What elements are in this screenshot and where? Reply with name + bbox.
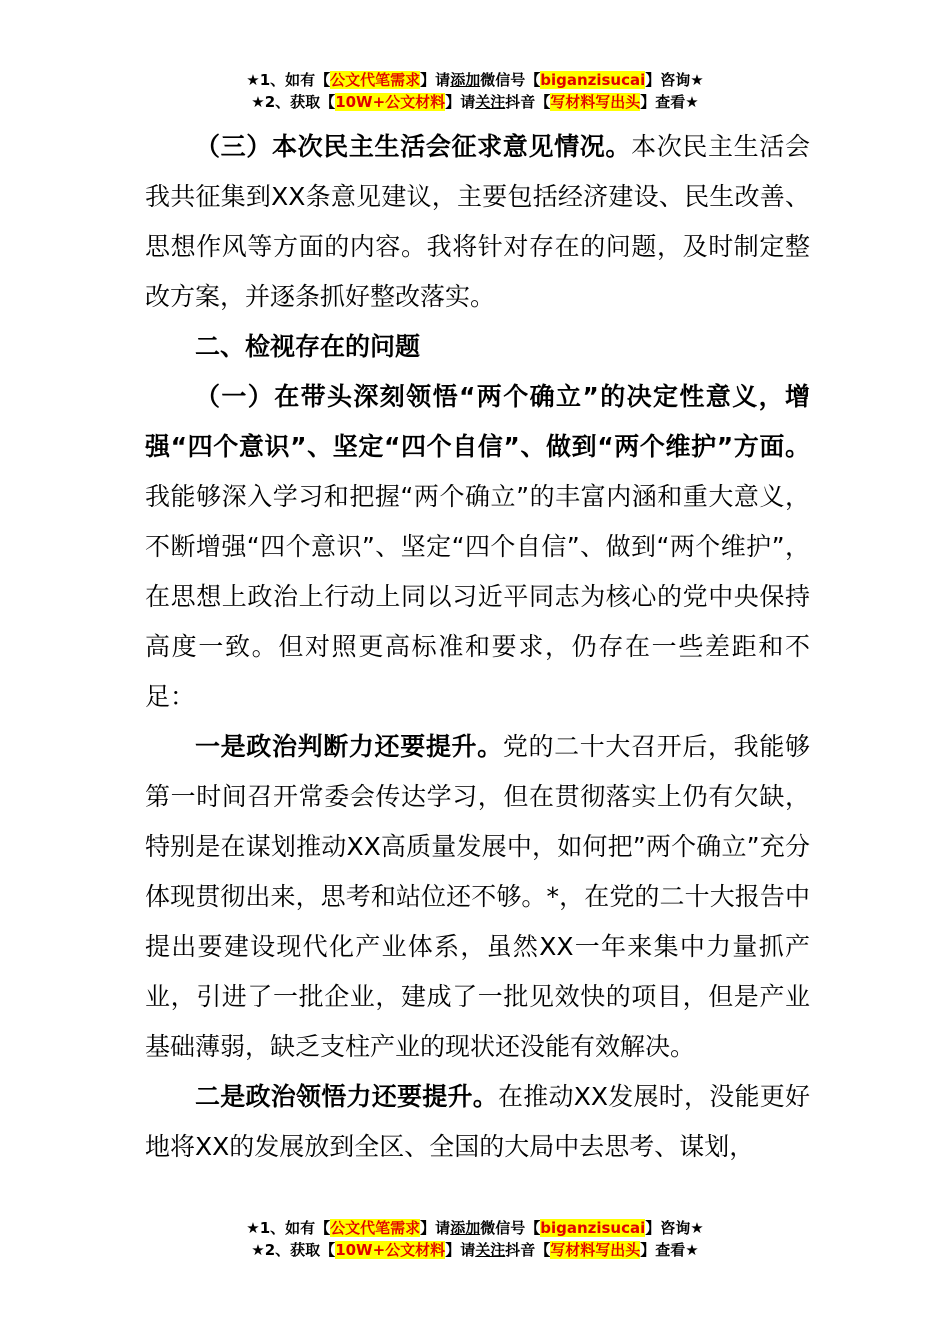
banner-text: ★1、如有【: [246, 71, 331, 89]
paragraph-two-establishments: [145, 372, 810, 722]
paragraph-political-judgment: [145, 722, 810, 1072]
paragraph-text: 党的二十大召开后，我能够第一时间召开常委会传达学习，但在贯彻落实上仍有欠缺，特别是在谋划推动XX高质量发展中，如何把”两个确立”充分体现贯彻出来，思考和站位还不够。*，在党的二十大报告中提出要建设现代化产业体系，虽然XX一年来集中力量抓产业，引进了一批企业，建成了一批见效快的项目，但是产业基础薄弱，缺乏支柱产业的现状还没能有效解决。: [145, 732, 810, 1061]
banner-text: 抖音【: [505, 1241, 551, 1259]
paragraph-political-understanding: [145, 1072, 810, 1172]
paragraph-text: 我能够深入学习和把握“两个确立”的丰富内涵和重大意义，不断增强“四个意识”、坚定“四个自信”、做到“两个维护”，在思想上政治上行动上同以习近平同志为核心的党中央保持高度一致。但对照更高标准和要求，仍存在一些差距和不足：: [145, 482, 810, 711]
banner-text: 】查看★: [640, 1241, 699, 1259]
banner-text: ★2、获取【: [251, 1241, 336, 1259]
banner-underlined: 关注: [475, 93, 506, 111]
banner-line-1: [0, 69, 950, 91]
banner-highlight: 写材料写出头: [550, 93, 641, 111]
banner-highlight: 10W+公文材料: [335, 93, 446, 111]
paragraph-heading: 一是政治判断力还要提升。: [195, 732, 503, 761]
paragraph-heading: 二是政治领悟力还要提升。: [195, 1082, 498, 1111]
banner-underlined: 添加: [450, 71, 481, 89]
banner-highlight: 10W+公文材料: [335, 1241, 446, 1259]
banner-underlined: 关注: [475, 1241, 506, 1259]
banner-line-1: [0, 1217, 950, 1239]
banner-highlight: 写材料写出头: [550, 1241, 641, 1259]
banner-highlight: 公文代笔需求: [330, 71, 421, 89]
banner-text: ★1、如有【: [246, 1219, 331, 1237]
banner-underlined: 添加: [450, 1219, 481, 1237]
paragraph-text: 本次民主生活会我共征集到XX条意见建议，主要包括经济建设、民生改善、思想作风等方面的内容。我将针对存在的问题，及时制定整改方案，并逐条抓好整改落实。: [145, 132, 810, 311]
banner-highlight: biganzisucai: [540, 71, 646, 89]
banner-text: 】咨询★: [645, 1219, 704, 1237]
banner-text: 】请: [420, 1219, 451, 1237]
section-heading-problems: 二、检视存在的问题: [195, 332, 421, 361]
banner-text: 微信号【: [480, 71, 541, 89]
paragraph-heading: （一）在带头深刻领悟“两个确立”的决定性意义，增强“四个意识”、坚定“四个自信”、做到“两个维护”方面。: [145, 382, 810, 461]
banner-highlight: 公文代笔需求: [330, 1219, 421, 1237]
banner-text: ★2、获取【: [251, 93, 336, 111]
paragraph-opinions: [145, 122, 810, 322]
paragraph-heading: （三）本次民主生活会征求意见情况。: [195, 132, 632, 161]
banner-text: 】请: [445, 93, 476, 111]
banner-text: 】请: [445, 1241, 476, 1259]
banner-highlight: biganzisucai: [540, 1219, 646, 1237]
banner-text: 】咨询★: [645, 71, 704, 89]
paragraph-text: 在推动XX发展时，没能更好地将XX的发展放到全区、全国的大局中去思考、谋划，: [145, 1082, 810, 1161]
banner-text: 抖音【: [505, 93, 551, 111]
banner-line-2: [0, 91, 950, 113]
banner-text: 】查看★: [640, 93, 699, 111]
document-body: [145, 122, 810, 1172]
banner-line-2: [0, 1239, 950, 1261]
banner-text: 】请: [420, 71, 451, 89]
header-banner: [0, 69, 950, 113]
footer-banner: [0, 1217, 950, 1261]
banner-text: 微信号【: [480, 1219, 541, 1237]
